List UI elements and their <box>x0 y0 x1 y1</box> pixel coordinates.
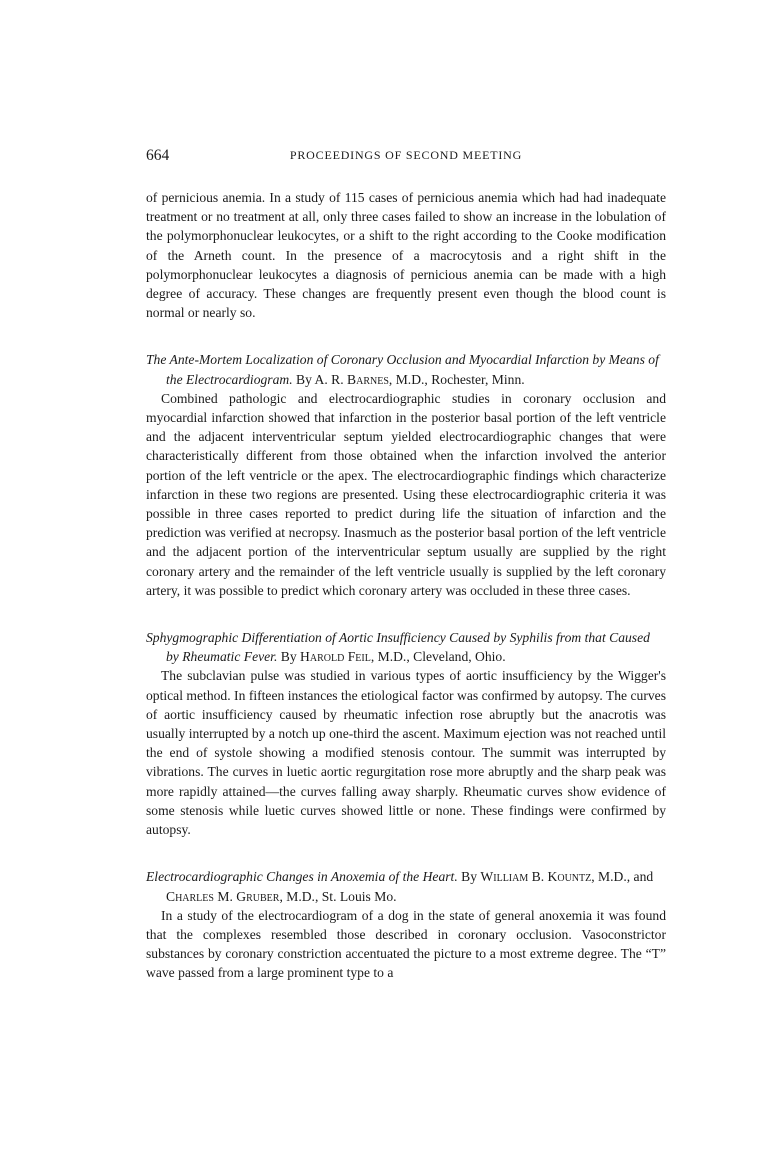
page-header <box>146 147 666 167</box>
author1-first-name: William <box>480 869 529 885</box>
author-initials: A. R. <box>314 371 344 387</box>
article-text: The subclavian pulse was studied in various types of aortic insufficiency by the Wigger's optical method. In fifteen instances the etiological factor was confirmed by autopsy. The curves of aortic insufficiency caused by rheumatic infection rose abruptly but the anacrotis was usually interrupted by a notch up one-third the ascent. Maximum ejection was not reached until the end of systole showing a modified stenosis contour. The summit was interrupted by vibrations. The curves in luetic aortic regurgitation rose more abruptly and the sharp peak was more rapidly attained—the curves falling away sharply. Rheumatic curves show evidence of some stenosis while luetic curves showed little or none. These findings were confirmed by autopsy. <box>146 668 666 838</box>
author-affiliation: , M.D., Cleveland, Ohio. <box>370 649 506 665</box>
author-surname: Feil <box>347 649 371 665</box>
article-title: The Ante-Mortem Localization of Coronary Occlusion and Myocardial Infarction by Means of the Electrocardiogram. <box>146 352 659 387</box>
running-head: PROCEEDINGS OF SECOND MEETING <box>289 148 523 162</box>
byline-by: By <box>461 869 478 885</box>
author2-middle-initial: M. <box>217 888 233 904</box>
article-heading <box>146 628 666 666</box>
byline-by: By <box>280 649 297 665</box>
author-first-name: Harold <box>300 649 345 665</box>
article-kountz-gruber <box>146 867 666 982</box>
continued-paragraph: of pernicious anemia. In a study of 115 cases of pernicious anemia which had had inadequate treatment or no treatment at all, only three cases failed to show an increase in the lobulation of the polymorphonuclear leukocytes, or a shift to the right according to the Cooke modification of the Arneth count. In the presence of a macrocytosis and a right shift in the polymorphonuclear leukocytes a diagnosis of pernicious anemia can be made with a high degree of accuracy. These changes are frequently present even though the blood count is normal or nearly so. <box>146 190 666 321</box>
page-number: 664 <box>146 147 170 164</box>
author-surname: Barnes <box>347 371 389 387</box>
author2-first-name: Charles <box>166 888 214 904</box>
article-feil <box>146 628 666 839</box>
author-affiliation: , M.D., Rochester, Minn. <box>388 371 525 387</box>
author-affiliation: , M.D., St. Louis Mo. <box>279 888 397 904</box>
article-title: Sphygmographic Differentiation of Aortic Insufficiency Caused by Syphilis from that Caused by Rheumatic Fever. <box>146 630 650 665</box>
author1-degree: M.D., and <box>598 869 654 885</box>
author1-middle-initial: B. <box>531 869 545 885</box>
page-body <box>146 188 666 983</box>
article-heading <box>146 350 666 388</box>
byline-by: By <box>296 371 312 387</box>
article-barnes <box>146 350 666 600</box>
article-title: Electrocardiographic Changes in Anoxemia of the Heart. <box>146 869 458 885</box>
article-text: In a study of the electrocardiogram of a dog in the state of general anoxemia it was found that the complexes resembled those described in coronary occlusion. Vasoconstrictor substances by coronary constriction accentuated the picture to a most extreme degree. The “T” wave passed from a large prominent type to a <box>146 907 666 981</box>
author1-comma: , <box>591 869 595 885</box>
author2-surname: Gruber <box>236 888 280 904</box>
article-text: Combined pathologic and electrocardiographic studies in coronary occlusion and myocardial infarction showed that infarction in the posterior basal portion of the left ventricle and the adjacent interventricular septum yielded electrocardiographic changes that were characteristically different from those obtained when the infarction involved the anterior portion of the left ventricle or the apex. The electrocardiographic findings which characterize infarction in these two regions are presented. Using these electrocardiographic criteria it was possible in three cases reported to predict during life the situation of infarction and the prediction was verified at necropsy. Inasmuch as the posterior basal portion of the left ventricle and the adjacent portion of the interventricular septum usually are supplied by the right coronary artery and the remainder of the left ventricle usually is supplied by the left coronary artery, it was possible to predict which coronary artery was occluded in these three cases. <box>146 390 666 598</box>
author1-surname: Kountz <box>547 869 592 885</box>
article-heading <box>146 867 666 905</box>
